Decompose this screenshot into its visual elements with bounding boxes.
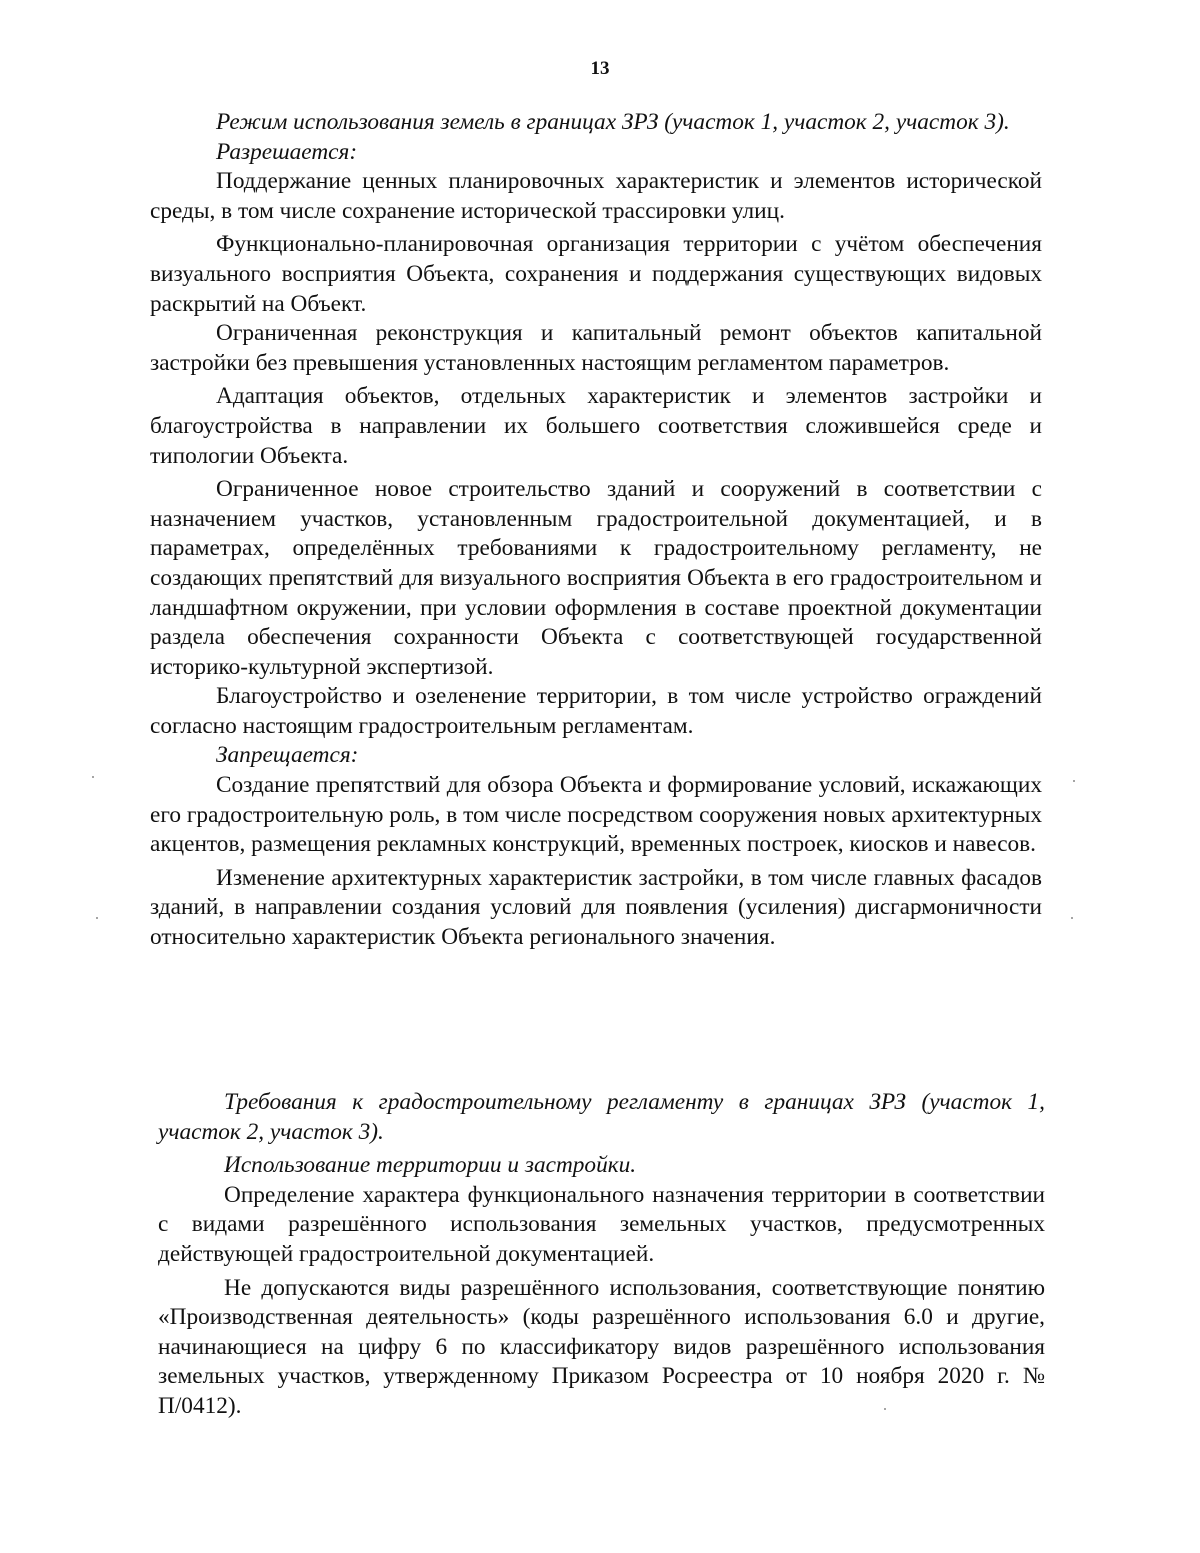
section-heading: Режим использования земель в границах ЗРЗ (участок 1, участок 2, участок 3). xyxy=(216,109,1010,135)
forbidden-label: Запрещается: xyxy=(216,742,359,769)
allowed-label: Разрешается: xyxy=(216,138,358,165)
page-number: 13 xyxy=(590,58,610,79)
allowed-item: Благоустройство и озеленение территории, в том числе устройство ограждений согласно настоящим градостроительным регламентам. xyxy=(150,683,1042,739)
requirement-item: Определение характера функционального назначения территории в соответствии с видами разрешённого использования земельных участков, предусмотренных действующей градостроительной документацией. xyxy=(158,1181,1045,1267)
forbidden-item: Изменение архитектурных характеристик застройки, в том числе главных фасадов зданий, в направлении создания условий для появления (усиления) дисгармоничности относительно характеристик Объекта регионального значения. xyxy=(150,864,1042,951)
forbidden-item: Создание препятствий для обзора Объекта и формирование условий, искажающих его градостроительную роль, в том числе посредством сооружения новых архитектурных акцентов, размещения рекламных конструкций, временных построек, киосков и навесов. xyxy=(150,772,1042,858)
scan-speck xyxy=(92,776,94,778)
scan-speck xyxy=(96,917,98,919)
allowed-item: Ограниченное новое строительство зданий и сооружений в соответствии с назначением участков, установленным градостроительной документацией, и в параметрах, определённых требованиями к градостроительному регламенту, не создающих препятствий для визуального восприятия Объекта в его градостроительном и ландшафтном окружении, при условии оформления в составе проектной документации раздела обеспечения сохранности Объекта с соответствующей государственной историко-культурной экспертизой. xyxy=(150,476,1042,680)
scan-speck xyxy=(884,1408,886,1410)
section-subheading: Использование территории и застройки. xyxy=(224,1152,637,1179)
allowed-item: Функционально-планировочная организация территории с учётом обеспечения визуального восприятия Объекта, сохранения и поддержания существующих видовых раскрытий на Объект. xyxy=(150,231,1042,317)
scan-speck xyxy=(1071,917,1073,919)
land-use-regime-section xyxy=(150,108,1042,953)
scan-speck xyxy=(1073,780,1075,782)
requirement-item: Не допускаются виды разрешённого использования, соответствующие понятию «Производственная деятельность» (коды разрешённого использования 6.0 и другие, начинающиеся на цифру 6 по классификатору видов разрешённого использования земельных участков, утвержденному Приказом Росреестра от 10 ноября 2020 г. № П/0412). xyxy=(158,1274,1045,1419)
allowed-item: Поддержание ценных планировочных характеристик и элементов исторической среды, в том числе сохранение исторической трассировки улиц. xyxy=(150,168,1042,224)
allowed-item: Адаптация объектов, отдельных характеристик и элементов застройки и благоустройства в направлении их большего соответствия сложившейся среде и типологии Объекта. xyxy=(150,383,1042,469)
urban-planning-requirements-section xyxy=(158,1088,1045,1422)
section-heading: Требования к градостроительному регламенту в границах ЗРЗ (участок 1, участок 2, участок 3). xyxy=(158,1089,1045,1145)
allowed-item: Ограниченная реконструкция и капитальный ремонт объектов капитальной застройки без превышения установленных настоящим регламентом параметров. xyxy=(150,320,1042,376)
